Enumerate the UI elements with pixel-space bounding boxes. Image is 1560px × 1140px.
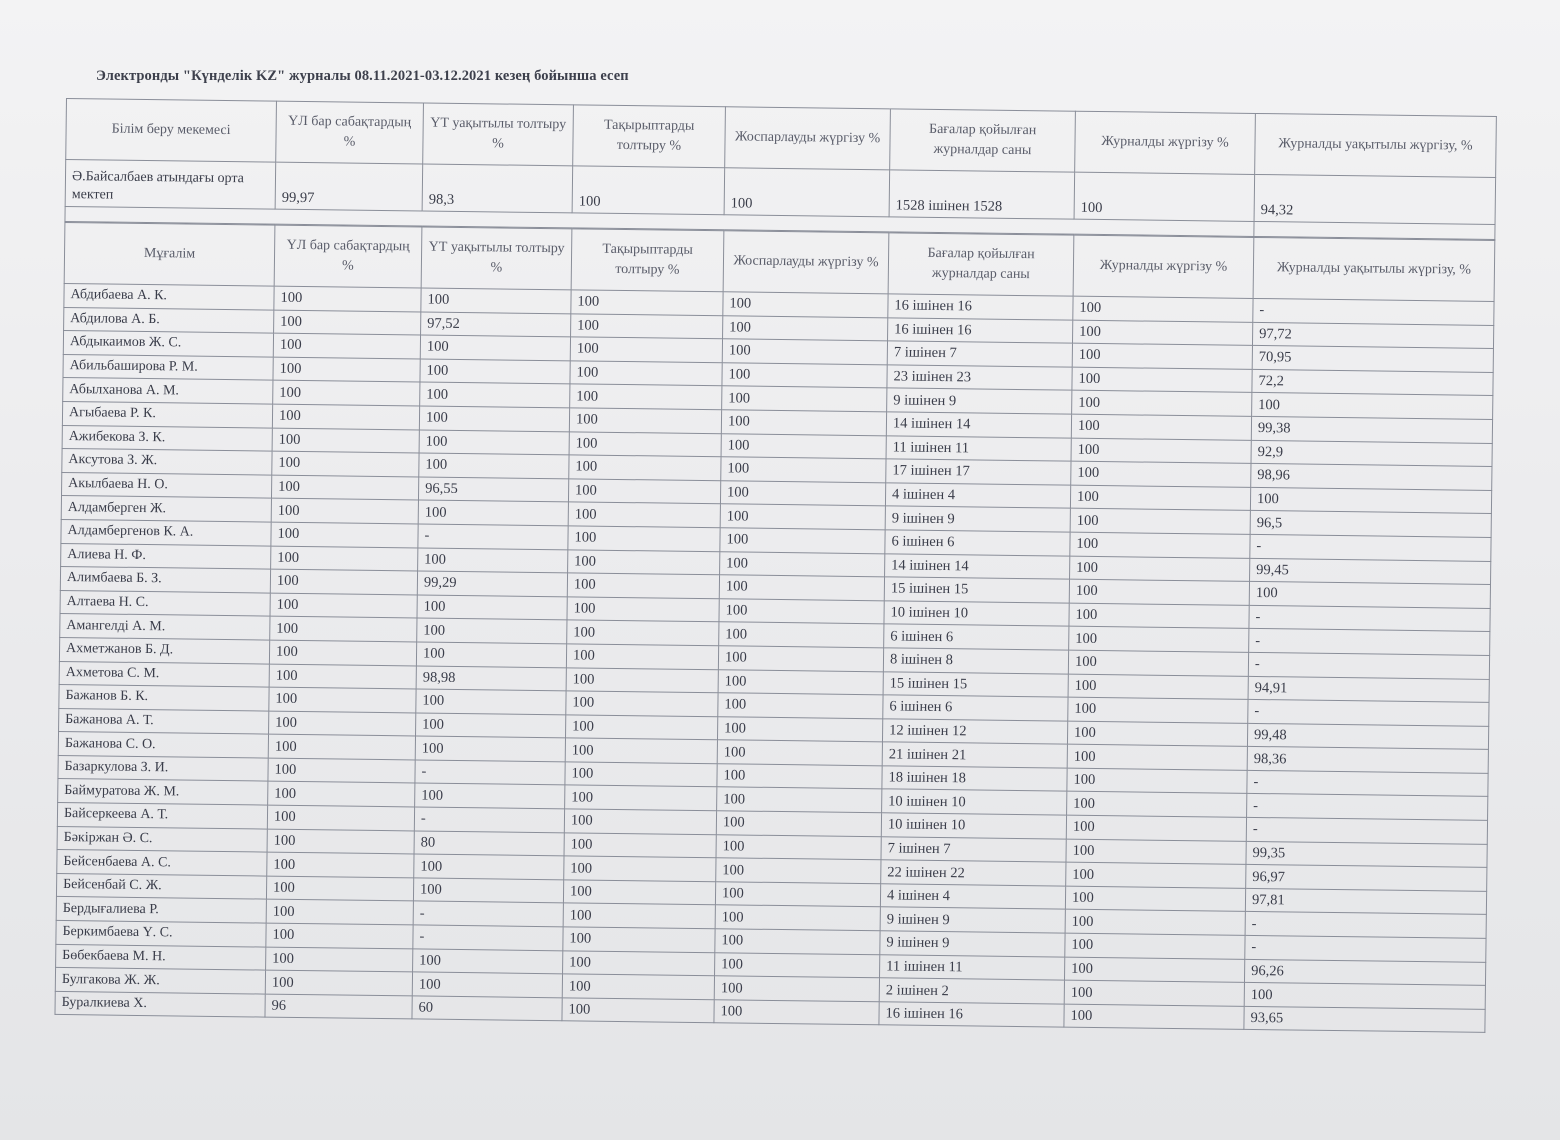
table-cell: 22 ішінен 22 [881, 860, 1066, 886]
table-cell: 100 [715, 952, 880, 978]
table-cell: 100 [418, 547, 568, 572]
table-cell: 100 [1068, 674, 1248, 700]
table-cell: 17 ішінен 17 [886, 459, 1071, 485]
header-cell: Тақырыптарды толтыру % [573, 105, 726, 168]
teacher-name-cell: Абильбаширова Р. М. [63, 354, 273, 380]
table-cell: 9 ішінен 9 [885, 506, 1070, 532]
table-cell: 100 [266, 900, 413, 925]
table-cell: 100 [420, 335, 570, 360]
table-cell: 98,96 [1251, 464, 1492, 491]
table-cell: 100 [272, 404, 419, 429]
table-cell: 100 [720, 551, 885, 577]
table-cell: 100 [1064, 980, 1244, 1006]
table-cell: 6 ішінен 6 [883, 695, 1068, 721]
table-cell: 100 [565, 738, 717, 764]
table-cell: 100 [717, 787, 882, 813]
table-cell: 100 [268, 734, 415, 759]
table-cell: 100 [1072, 367, 1252, 393]
table-cell: 100 [566, 667, 718, 693]
header-cell: Білім беру мекемесі [66, 99, 277, 163]
table-cell: 100 [420, 382, 570, 407]
table-cell: 100 [564, 856, 716, 882]
table-cell: 99,97 [275, 162, 423, 211]
teacher-table [54, 222, 1495, 1033]
header-cell: Бағалар қойылған журналдар саны [888, 233, 1074, 296]
report-title: Электронды "Күнделік KZ" журналы 08.11.2021-03.12.2021 кезең бойынша есеп [96, 68, 629, 84]
table-cell: 100 [418, 500, 568, 525]
table-cell: - [1250, 534, 1491, 561]
teacher-name-cell: Беркимбаева Ү. С. [56, 920, 266, 946]
table-cell: 100 [720, 528, 885, 554]
table-cell: 100 [716, 811, 881, 837]
table-cell: 98,3 [422, 164, 573, 213]
teacher-name-cell: Ахметжанов Б. Д. [59, 637, 269, 663]
table-cell: 100 [1064, 1004, 1244, 1030]
table-cell: 96,26 [1244, 959, 1485, 986]
table-cell: 100 [563, 880, 715, 906]
table-cell: 100 [412, 972, 562, 997]
table-cell: 100 [717, 764, 882, 790]
teacher-name-cell: Амангелді А. М. [60, 614, 270, 640]
teacher-name-cell: Базаркулова З. И. [58, 755, 268, 781]
table-cell: 7 ішінен 7 [887, 341, 1072, 367]
table-cell: 100 [269, 687, 416, 712]
table-cell: 100 [1070, 556, 1250, 582]
table-cell: 100 [562, 998, 714, 1024]
table-cell: 100 [563, 903, 715, 929]
table-cell: 100 [1072, 391, 1252, 417]
table-cell: 100 [266, 947, 413, 972]
table-cell: 100 [1070, 508, 1250, 534]
teacher-name-cell: Алдамбергенов К. А. [61, 519, 271, 545]
teacher-name-cell: Ажибекова З. К. [62, 425, 272, 451]
teacher-name-cell: Абылханова А. М. [63, 378, 273, 404]
teacher-name-cell: Алиева Н. Ф. [61, 543, 271, 569]
table-cell: 99,48 [1247, 723, 1488, 750]
table-cell: 100 [565, 715, 717, 741]
table-cell: 100 [273, 380, 420, 405]
school-summary-table [64, 98, 1496, 240]
table-cell: 100 [269, 711, 416, 736]
table-cell: 100 [271, 498, 418, 523]
table-cell: 100 [416, 642, 566, 667]
table-cell: 98,36 [1247, 747, 1488, 774]
table-cell: 100 [571, 290, 723, 316]
table-cell: 100 [1069, 579, 1249, 605]
table-cell: 100 [268, 782, 415, 807]
table-cell: 100 [273, 357, 420, 382]
table-cell: 14 ішінен 14 [885, 553, 1070, 579]
table-cell: 100 [717, 740, 882, 766]
table-cell: - [413, 925, 563, 950]
table-cell: 100 [714, 976, 879, 1002]
table-cell: 2 ішінен 2 [879, 978, 1064, 1004]
teacher-name-cell: Абдилова А. Б. [64, 307, 274, 333]
table-cell: 100 [565, 785, 717, 811]
table-cell: 6 ішінен 6 [884, 624, 1069, 650]
table-cell: 100 [723, 315, 888, 341]
table-cell: 100 [269, 640, 416, 665]
table-cell: 100 [272, 428, 419, 453]
table-cell: 100 [716, 858, 881, 884]
table-cell: 100 [720, 481, 885, 507]
table-cell: 100 [416, 689, 566, 714]
table-cell: 100 [1069, 626, 1249, 652]
table-cell: 100 [723, 292, 888, 318]
table-cell: 98,98 [416, 665, 566, 690]
table-cell: - [1248, 699, 1489, 726]
table-cell: 100 [562, 974, 714, 1000]
table-cell: 99,38 [1251, 416, 1492, 443]
table-cell: 100 [268, 758, 415, 783]
teacher-rows [55, 283, 1494, 1032]
table-cell: 100 [715, 905, 880, 931]
table-cell: - [1249, 605, 1490, 632]
table-cell: 100 [570, 361, 722, 387]
table-cell: 100 [421, 288, 571, 313]
table-cell: 100 [417, 618, 567, 643]
table-cell: 100 [1069, 603, 1249, 629]
table-cell: 97,81 [1245, 888, 1486, 915]
teacher-name-cell: Акылбаева Н. О. [62, 472, 272, 498]
table-cell: 100 [267, 805, 414, 830]
table-cell: 9 ішінен 9 [880, 931, 1065, 957]
table-cell: 100 [1070, 532, 1250, 558]
table-cell: 100 [564, 809, 716, 835]
table-cell: 100 [269, 664, 416, 689]
table-cell: 100 [724, 168, 890, 217]
table-cell: 100 [1071, 414, 1251, 440]
table-cell: 100 [568, 479, 720, 505]
school-name-cell: Ә.Байсалбаев атындағы орта мектеп [65, 160, 276, 210]
table-cell: 16 ішінен 16 [879, 1002, 1064, 1028]
table-cell: 100 [714, 1000, 879, 1026]
table-cell: 100 [419, 430, 569, 455]
table-cell: 23 ішінен 23 [887, 365, 1072, 391]
teacher-name-cell: Аксутова З. Ж. [62, 449, 272, 475]
teacher-name-cell: Бейсенбаева А. С. [57, 850, 267, 876]
table-cell: 4 ішінен 4 [880, 884, 1065, 910]
table-cell: 97,52 [421, 312, 571, 337]
table-cell: 100 [1071, 461, 1251, 487]
teacher-name-cell: Буралкиева Х. [55, 991, 265, 1017]
table-cell: 100 [1066, 862, 1246, 888]
header-cell: Мұғалім [64, 222, 275, 286]
teacher-name-cell: Булгакова Ж. Ж. [55, 968, 265, 994]
table-cell: - [1245, 912, 1486, 939]
table-cell: 100 [413, 878, 563, 903]
table-cell: 100 [266, 876, 413, 901]
table-cell: 15 ішінен 15 [884, 577, 1069, 603]
teacher-name-cell: Бажанов Б. К. [59, 685, 269, 711]
header-cell: Журналды жүргізу % [1073, 235, 1254, 298]
table-cell: 4 ішінен 4 [885, 483, 1070, 509]
table-cell: 100 [419, 406, 569, 431]
table-cell: 96,97 [1246, 865, 1487, 892]
table-cell: 100 [719, 575, 884, 601]
table-cell: 100 [271, 475, 418, 500]
table-cell: 100 [569, 408, 721, 434]
teacher-name-cell: Алдамберген Ж. [61, 496, 271, 522]
table-cell: 16 ішінен 16 [888, 317, 1073, 343]
table-cell: 100 [416, 713, 566, 738]
table-cell: 100 [1065, 933, 1245, 959]
table-cell: 6 ішінен 6 [885, 530, 1070, 556]
table-cell: 93,65 [1244, 1006, 1485, 1033]
table-cell: 100 [1250, 487, 1491, 514]
table-cell: 100 [415, 783, 565, 808]
table-cell: 100 [722, 339, 887, 365]
header-cell: Журналды жүргізу % [1075, 111, 1256, 174]
table-cell: 100 [1249, 582, 1490, 609]
table-cell: 100 [568, 502, 720, 528]
table-cell: 100 [565, 762, 717, 788]
table-cell: 100 [265, 970, 412, 995]
table-cell: 100 [570, 337, 722, 363]
table-cell: 100 [566, 691, 718, 717]
table-cell: 99,35 [1246, 841, 1487, 868]
table-cell: 100 [1067, 768, 1247, 794]
table-cell: 100 [1252, 393, 1493, 420]
table-cell: 100 [1072, 320, 1252, 346]
table-cell: 100 [568, 549, 720, 575]
table-cell: - [1253, 298, 1494, 325]
table-cell: 100 [720, 504, 885, 530]
table-cell: 100 [715, 929, 880, 955]
header-cell: ҮТ уақытылы толтыру % [421, 227, 572, 290]
table-cell: 100 [569, 455, 721, 481]
header-cell: Журналды уақытылы жүргізу, % [1253, 237, 1495, 301]
header-cell: Тақырыптарды толтыру % [571, 229, 724, 292]
table-cell: 100 [274, 286, 421, 311]
report-sheet [54, 98, 1495, 1033]
table-cell: 21 ішінен 21 [882, 742, 1067, 768]
table-cell: 100 [567, 597, 719, 623]
table-cell: 60 [412, 996, 562, 1021]
table-cell: 100 [568, 526, 720, 552]
table-cell: 100 [722, 386, 887, 412]
teacher-name-cell: Бердығалиева Р. [56, 897, 266, 923]
teacher-name-cell: Бөбекбаева М. Н. [56, 944, 266, 970]
table-cell: 100 [569, 431, 721, 457]
table-cell: 15 ішінен 15 [883, 671, 1068, 697]
table-cell: 100 [721, 433, 886, 459]
table-cell: 96 [265, 994, 412, 1019]
table-cell: - [418, 524, 568, 549]
table-cell: 100 [564, 832, 716, 858]
table-cell: 100 [271, 522, 418, 547]
teacher-name-cell: Ахметова С. М. [59, 661, 269, 687]
table-cell: 100 [1065, 910, 1245, 936]
table-cell: 8 ішінен 8 [883, 648, 1068, 674]
teacher-name-cell: Алимбаева Б. З. [60, 567, 270, 593]
table-cell: 12 ішінен 12 [882, 719, 1067, 745]
table-cell: 99,29 [417, 571, 567, 596]
table-cell: 97,72 [1252, 322, 1493, 349]
table-cell: 100 [270, 593, 417, 618]
table-cell: 11 ішінен 11 [886, 435, 1071, 461]
header-cell: ҮЛ бар сабақтардың % [274, 225, 422, 288]
table-cell: - [1246, 817, 1487, 844]
table-cell: - [413, 901, 563, 926]
table-cell: 100 [719, 598, 884, 624]
table-cell: 92,9 [1251, 440, 1492, 467]
table-cell: 70,95 [1252, 346, 1493, 373]
teacher-name-cell: Бажанова С. О. [58, 732, 268, 758]
table-cell: 100 [719, 622, 884, 648]
table-cell: 100 [1066, 815, 1246, 841]
table-cell: 100 [572, 166, 725, 215]
table-cell: 11 ішінен 11 [880, 954, 1065, 980]
table-cell: 100 [715, 882, 880, 908]
table-cell: 100 [718, 669, 883, 695]
table-cell: 100 [721, 410, 886, 436]
table-cell: - [1245, 935, 1486, 962]
table-cell: 7 ішінен 7 [881, 836, 1066, 862]
table-cell: 100 [273, 333, 420, 358]
table-cell: 100 [567, 573, 719, 599]
table-cell: 100 [716, 834, 881, 860]
header-cell: Журналды уақытылы жүргізу, % [1255, 113, 1497, 177]
table-cell: 100 [1064, 957, 1244, 983]
table-cell: 100 [570, 384, 722, 410]
table-cell: 100 [1073, 296, 1253, 322]
table-cell: 100 [1071, 438, 1251, 464]
table-cell: 100 [272, 451, 419, 476]
table-cell: 94,32 [1254, 174, 1496, 224]
header-cell: ҮЛ бар сабақтардың % [276, 101, 424, 164]
header-cell: Жоспарлауды жүргізу % [723, 231, 889, 294]
table-cell: 72,2 [1252, 369, 1493, 396]
teacher-name-cell: Баймуратова Ж. М. [58, 779, 268, 805]
table-cell: - [1248, 652, 1489, 679]
table-cell: 100 [266, 923, 413, 948]
table-cell: 9 ішінен 9 [880, 907, 1065, 933]
table-cell: 14 ішінен 14 [886, 412, 1071, 438]
teacher-name-cell: Алтаева Н. С. [60, 590, 270, 616]
table-cell: 100 [1244, 983, 1485, 1010]
table-cell: 100 [413, 949, 563, 974]
table-cell: 100 [566, 644, 718, 670]
table-cell: 16 ішінен 16 [888, 294, 1073, 320]
table-cell: 100 [718, 693, 883, 719]
table-cell: 100 [1068, 697, 1248, 723]
teacher-name-cell: Абдибаева А. К. [64, 283, 274, 309]
table-cell: 100 [267, 852, 414, 877]
table-cell: 100 [1067, 744, 1247, 770]
table-cell: 100 [415, 736, 565, 761]
table-cell: 100 [414, 854, 564, 879]
header-cell: Жоспарлауды жүргізу % [725, 107, 891, 170]
table-cell: 100 [722, 363, 887, 389]
header-cell: Бағалар қойылған журналдар саны [890, 109, 1076, 172]
teacher-name-cell: Байсеркеева А. Т. [57, 803, 267, 829]
table-cell: 10 ішінен 10 [881, 813, 1066, 839]
table-cell: 100 [563, 927, 715, 953]
table-cell: 9 ішінен 9 [887, 388, 1072, 414]
table-cell: 100 [1070, 485, 1250, 511]
table-cell: 18 ішінен 18 [882, 766, 1067, 792]
table-cell: - [1247, 770, 1488, 797]
table-cell: 10 ішінен 10 [884, 601, 1069, 627]
table-cell: 80 [414, 831, 564, 856]
table-cell: 100 [1072, 343, 1252, 369]
table-cell: 100 [1068, 650, 1248, 676]
table-cell: 100 [419, 453, 569, 478]
table-cell: 100 [1066, 839, 1246, 865]
table-cell: 99,45 [1250, 558, 1491, 585]
teacher-name-cell: Бәкіржан Ә. С. [57, 826, 267, 852]
table-cell: 100 [1074, 172, 1255, 221]
table-cell: 100 [417, 595, 567, 620]
table-cell: 100 [420, 359, 570, 384]
table-cell: 100 [274, 310, 421, 335]
table-cell: - [1249, 629, 1490, 656]
table-cell: 100 [717, 716, 882, 742]
table-cell: 100 [718, 646, 883, 672]
table-cell: 100 [1067, 792, 1247, 818]
table-cell: - [414, 807, 564, 832]
table-cell: 100 [1065, 886, 1245, 912]
table-cell: 100 [271, 546, 418, 571]
table-cell: 100 [270, 616, 417, 641]
table-cell: 94,91 [1248, 676, 1489, 703]
table-cell: 100 [267, 829, 414, 854]
table-cell: 100 [563, 950, 715, 976]
table-cell: 100 [567, 620, 719, 646]
teacher-name-cell: Бажанова А. Т. [59, 708, 269, 734]
teacher-name-cell: Абдыкаимов Ж. С. [63, 331, 273, 357]
table-cell: 100 [1067, 721, 1247, 747]
teacher-name-cell: Бейсенбай С. Ж. [56, 873, 266, 899]
table-cell: 10 ішінен 10 [882, 789, 1067, 815]
table-cell: 100 [571, 313, 723, 339]
table-cell: 96,5 [1250, 511, 1491, 538]
table-cell: 100 [721, 457, 886, 483]
table-cell: - [415, 760, 565, 785]
teacher-name-cell: Агыбаева Р. К. [62, 401, 272, 427]
table-cell: - [1247, 794, 1488, 821]
table-cell: 100 [270, 569, 417, 594]
table-cell: 1528 ішінен 1528 [889, 170, 1075, 219]
header-cell: ҮТ уақытылы толтыру % [423, 103, 574, 166]
table-cell: 96,55 [418, 477, 568, 502]
